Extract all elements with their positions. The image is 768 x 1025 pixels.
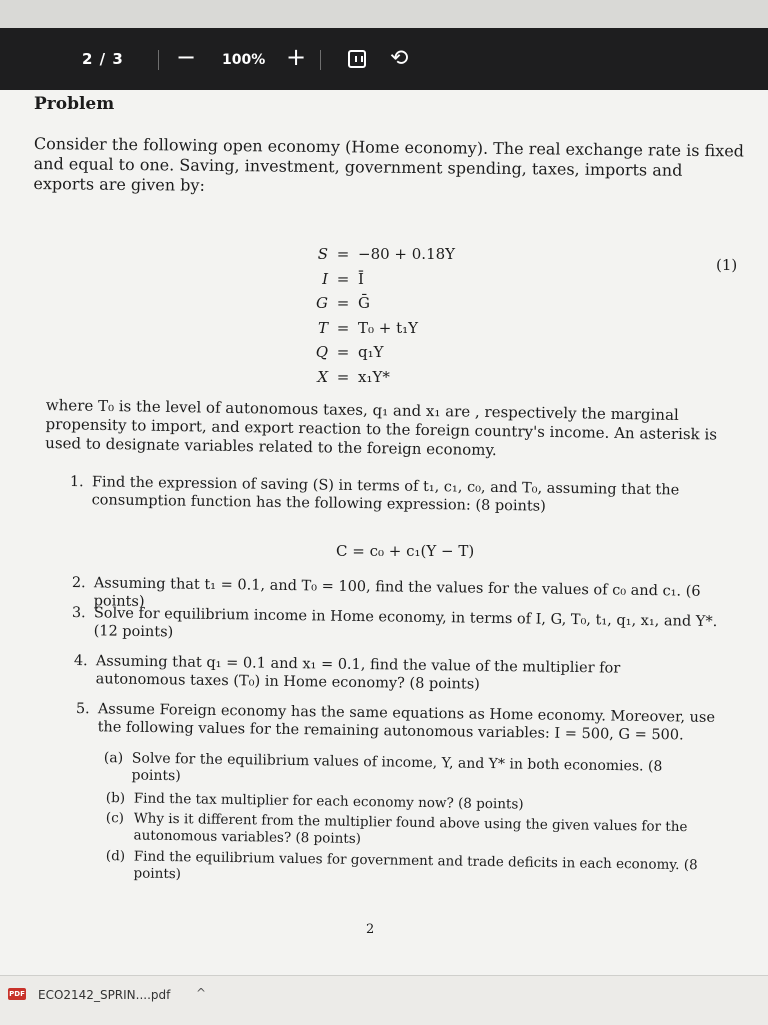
pdf-file-icon: PDF: [9, 990, 25, 998]
question-text: Assume Foreign economy has the same equations as Home economy. Moreover, use the following values for the remaining autonomous variables: I = 500, G = 500.: [97, 701, 716, 744]
page-number: 2: [366, 922, 375, 937]
equation-row: [300, 267, 550, 292]
equation-rhs: x₁Y*: [358, 367, 390, 386]
equation-row: [300, 291, 550, 316]
intro-paragraph: Consider the following open economy (Home economy). The real exchange rate is fixed and equal to one. Saving, investment, government spending, taxes, imports and exports are given by:: [33, 134, 745, 195]
subquestion-text: Solve for the equilibrium values of income, Y, and Y* in both economies. (8 points): [131, 750, 663, 785]
equation-system: [300, 242, 550, 389]
subquestion-text: Find the equilibrium values for government and trade deficits in each economy. (8 points): [133, 848, 698, 883]
subquestion-text: Why is it different from the multiplier found above using the given values for the autonomous variables? (8 points): [133, 810, 688, 848]
photo-top-edge: [0, 0, 768, 30]
equation-row: [300, 365, 550, 390]
equation-equals: =: [336, 343, 350, 362]
subquestion-label: (a): [103, 750, 124, 767]
subquestion-item: [105, 810, 705, 853]
question-item: [69, 473, 719, 518]
subquestion-label: (d): [105, 848, 126, 865]
question-item: [71, 604, 721, 649]
equation-lhs: S: [317, 245, 328, 264]
zoom-in-button[interactable]: +: [286, 43, 307, 71]
subquestion-label: (b): [105, 790, 126, 807]
equation-lhs: I: [322, 269, 328, 288]
where-paragraph: where T₀ is the level of autonomous taxes, q₁ and x₁ are , respectively the marginal propensity to import, and export reaction to the foreign country's income. An asterisk is used to designate variables related to the foreign economy.: [45, 396, 718, 460]
equation-lhs: T: [317, 318, 328, 337]
fit-page-icon[interactable]: [348, 50, 366, 68]
equation-lhs: X: [317, 367, 328, 386]
subquestion-label: (c): [105, 810, 125, 827]
equation-equals: =: [336, 269, 350, 288]
question-item: [75, 700, 715, 745]
subquestion-item: [105, 848, 705, 891]
pdf-toolbar: [0, 28, 768, 90]
page-indicator[interactable]: 2 / 3: [82, 50, 124, 68]
zoom-level: 100%: [222, 52, 266, 68]
equation-rhs: T₀ + t₁Y: [358, 318, 419, 337]
equation-lhs: Q: [315, 343, 328, 362]
subquestion-text: Find the tax multiplier for each economy now? (8 points): [133, 790, 524, 813]
zoom-out-button[interactable]: −: [176, 43, 197, 71]
question-number: 5.: [75, 700, 90, 718]
equation-equals: =: [336, 245, 350, 264]
question-text: Find the expression of saving (S) in terms of t₁, c₁, c₀, and T₀, assuming that the consumption function has the following expression: (8 points): [91, 474, 680, 515]
question-text: Assuming that q₁ = 0.1 and x₁ = 0.1, find the value of the multiplier for autonomous taxes (T₀) in Home economy? (8 points): [95, 653, 621, 693]
equation-number: (1): [716, 256, 738, 274]
equation-rhs: Ḡ: [358, 294, 370, 313]
equation-lhs: G: [316, 294, 328, 313]
equation-row: [300, 340, 550, 365]
toolbar-divider: [158, 50, 159, 70]
equation-rhs: q₁Y: [358, 343, 384, 362]
equation-rhs: Ī: [358, 269, 364, 288]
downloaded-file-name[interactable]: ECO2142_SPRIN....pdf: [38, 988, 171, 1002]
question-number: 4.: [73, 652, 88, 670]
question-text: Assuming that t₁ = 0.1, and T₀ = 100, find the values for the values of c₀ and c₁. (6 points): [93, 575, 701, 611]
equation-equals: =: [336, 318, 350, 337]
toolbar-divider: [320, 50, 321, 70]
problem-heading: Problem: [34, 94, 115, 114]
equation-equals: =: [336, 294, 350, 313]
equation-rhs: −80 + 0.18Y: [358, 245, 456, 264]
question-item: [73, 652, 713, 697]
download-bar: [0, 975, 768, 1025]
chevron-up-icon[interactable]: ^: [196, 986, 207, 1000]
equation-row: [300, 242, 550, 267]
equation-row: [300, 316, 550, 341]
question-number: 2.: [71, 574, 86, 592]
question-text: Solve for equilibrium income in Home economy, in terms of I, G, T₀, t₁, q₁, x₁, and Y*. (12 points): [93, 605, 718, 641]
consumption-function: C = c₀ + c₁(Y − T): [336, 542, 475, 560]
question-number: 3.: [71, 604, 86, 622]
question-number: 1.: [69, 473, 84, 491]
equation-equals: =: [336, 367, 350, 386]
subquestion-item: [103, 750, 713, 794]
rotate-icon[interactable]: ⟲: [390, 46, 409, 71]
